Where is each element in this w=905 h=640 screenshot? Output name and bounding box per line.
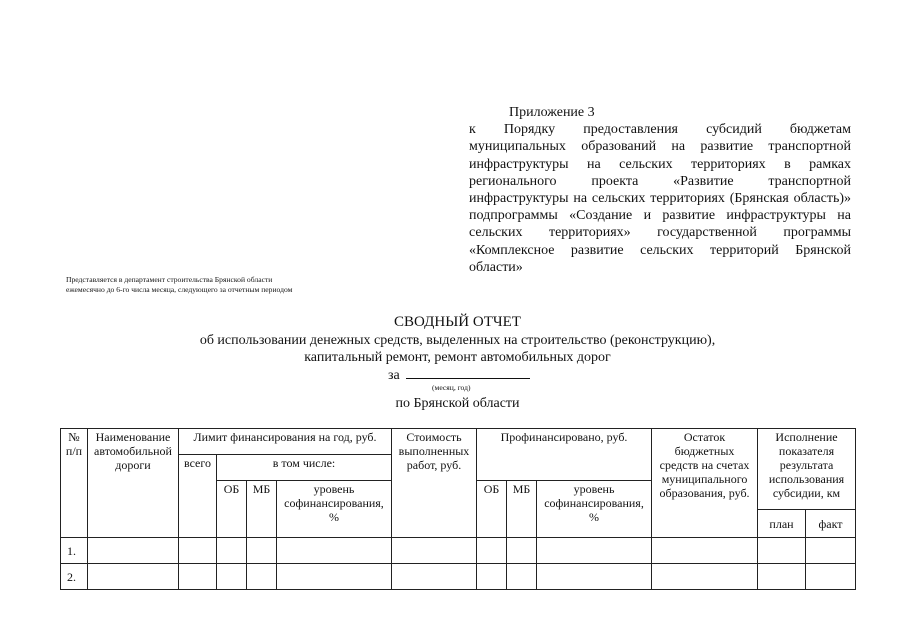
table-cell	[537, 564, 652, 590]
period-prefix: за	[388, 368, 400, 383]
report-period	[388, 366, 530, 384]
table-cell	[179, 538, 217, 564]
table-cell	[277, 564, 392, 590]
header-cell-work-cost: Стоимость выполненных работ, руб.	[392, 429, 477, 538]
table-cell	[652, 538, 758, 564]
table-cell	[758, 564, 806, 590]
report-table	[60, 428, 856, 590]
table-cell	[217, 564, 247, 590]
appendix-text: к Порядку предоставления субсидий бюджетам муниципальных образований на развитие транспортной инфраструктуры на сельских территориях в рамках регионального проекта «Развитие транспортной инфраструктуры на сельских территориях (Брянская область)» подпрограммы «Создание и развитие инфраструктуры на сельских территориях» государственной программы «Комплексное развитие сельских территорий Брянской области»	[469, 122, 851, 275]
header-cell-balance: Остаток бюджетных средств на счетах муниципального образования, руб.	[652, 429, 758, 538]
table-cell	[88, 538, 179, 564]
table-cell	[88, 564, 179, 590]
table-cell	[392, 564, 477, 590]
report-subtitle-line-2: капитальный ремонт, ремонт автомобильных дорог	[304, 350, 611, 365]
table-cell	[179, 564, 217, 590]
period-blank-line	[406, 366, 530, 379]
header-cell-fact: факт	[806, 510, 856, 538]
report-subtitle-line-1: об использовании денежных средств, выделенных на строительство (реконструкцию),	[199, 333, 716, 348]
table-cell	[217, 538, 247, 564]
report-region: по Брянской области	[395, 396, 520, 411]
header-cell-financing-limit: Лимит финансирования на год, руб.	[179, 429, 392, 455]
row-number-cell: 1.	[61, 538, 88, 564]
header-cell-number: № п/п	[61, 429, 88, 538]
submission-note-line-2: ежемесячно до 6-го числа месяца, следующего за отчетным периодом	[66, 285, 293, 294]
table-cell	[537, 538, 652, 564]
header-cell-financed-cofinancing: уровень софинансирования, %	[537, 481, 652, 538]
table-cell	[247, 538, 277, 564]
table-cell	[507, 538, 537, 564]
table-cell	[277, 538, 392, 564]
header-cell-limit-total: всего	[179, 455, 217, 538]
appendix-block	[469, 104, 851, 276]
header-cell-limit-ob: ОБ	[217, 481, 247, 538]
report-title: СВОДНЫЙ ОТЧЕТ	[394, 314, 521, 330]
header-cell-financed-mb: МБ	[507, 481, 537, 538]
header-cell-limit-cofinancing: уровень софинансирования, %	[277, 481, 392, 538]
header-cell-limit-mb: МБ	[247, 481, 277, 538]
header-cell-financed-ob: ОБ	[477, 481, 507, 538]
header-cell-result: Исполнение показателя результата использования субсидии, км	[758, 429, 856, 510]
table-cell	[247, 564, 277, 590]
table-cell	[806, 564, 856, 590]
header-cell-limit-including: в том числе:	[217, 455, 392, 481]
table-cell	[392, 538, 477, 564]
table-cell	[507, 564, 537, 590]
table-cell	[477, 564, 507, 590]
row-number-cell: 2.	[61, 564, 88, 590]
period-hint: (месяц, год)	[432, 383, 471, 392]
table-cell	[477, 538, 507, 564]
table-row	[61, 538, 856, 564]
table-row	[61, 564, 856, 590]
appendix-title: Приложение 3	[509, 105, 595, 120]
table-cell	[806, 538, 856, 564]
submission-note	[66, 275, 292, 295]
submission-note-line-1: Представляется в департамент строительства Брянской области	[66, 275, 273, 284]
table-cell	[758, 538, 806, 564]
header-cell-plan: план	[758, 510, 806, 538]
header-cell-financed: Профинансировано, руб.	[477, 429, 652, 481]
header-cell-road-name: Наименование автомобильной дороги	[88, 429, 179, 538]
table-cell	[652, 564, 758, 590]
